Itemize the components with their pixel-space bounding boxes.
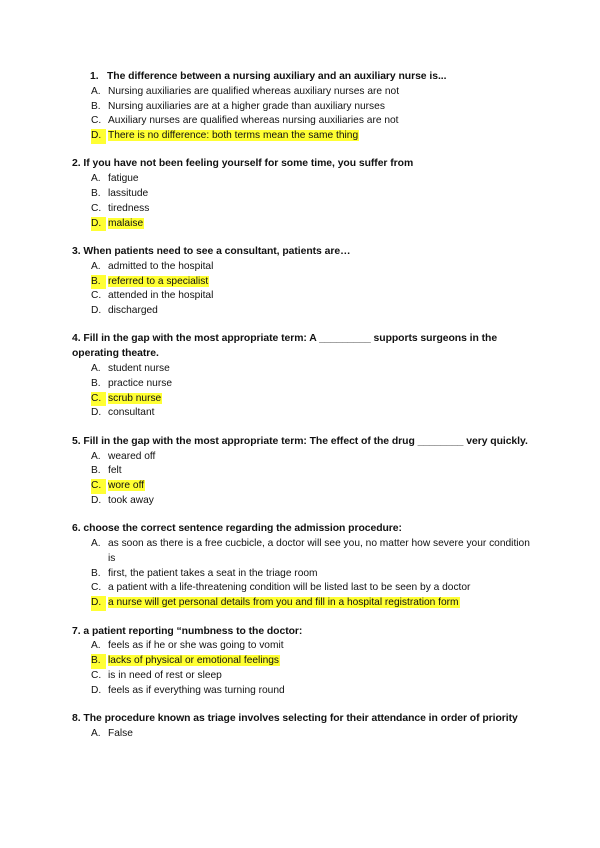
option-text: discharged [108, 305, 158, 317]
option-letter: D. [91, 305, 102, 317]
question-prompt: Fill in the gap with the most appropriate term: A _________ supports surgeons in the operating theatre. [72, 333, 498, 360]
answer-option-b-highlighted [72, 654, 532, 669]
question-5 [72, 435, 532, 509]
option-letter: A. [91, 260, 101, 272]
question-4 [72, 332, 532, 421]
option-letter: B. [91, 100, 101, 112]
option-letter: D. [91, 407, 102, 419]
option-letter: A. [91, 450, 101, 462]
option-letter: C. [91, 115, 102, 127]
option-text: lassitude [108, 188, 149, 200]
option-letter: B. [91, 654, 106, 669]
answer-option-a [72, 85, 532, 100]
question-4-text [72, 332, 532, 362]
option-letter: A. [91, 640, 101, 652]
option-text: fatigue [108, 173, 139, 185]
option-text: lacks of physical or emotional feelings [108, 655, 280, 667]
option-text: weared off [108, 450, 156, 462]
answer-option-c-highlighted [72, 479, 532, 494]
option-letter: A. [91, 85, 101, 97]
answer-option-d [72, 684, 532, 699]
question-prompt: The difference between a nursing auxiliary and an auxiliary nurse is... [107, 71, 447, 82]
option-letter: A. [91, 363, 101, 375]
option-text: tiredness [108, 202, 150, 214]
question-7 [72, 625, 532, 699]
question-3 [72, 245, 532, 319]
answer-option-d-highlighted [72, 596, 532, 611]
option-text: first, the patient takes a seat in the triage room [108, 567, 318, 579]
option-letter: C. [91, 669, 102, 681]
option-text: wore off [108, 480, 145, 492]
option-letter: D. [91, 494, 102, 506]
question-number: 8. [72, 712, 81, 724]
answer-options [72, 450, 532, 509]
answer-options [72, 639, 532, 698]
option-text: feels as if he or she was going to vomit [108, 640, 284, 652]
option-text: practice nurse [108, 377, 172, 389]
option-text: is in need of rest or sleep [108, 669, 222, 681]
answer-option-a [72, 172, 532, 187]
option-letter: A. [91, 173, 101, 185]
answer-options [72, 362, 532, 421]
option-text: admitted to the hospital [108, 260, 214, 272]
answer-option-a [72, 260, 532, 275]
answer-option-d [72, 406, 532, 421]
option-letter: B. [91, 188, 101, 200]
question-number: 3. [72, 245, 81, 257]
option-letter: B. [91, 275, 106, 290]
option-letter: D. [91, 596, 106, 611]
answer-option-d-highlighted [72, 129, 532, 144]
question-prompt: If you have not been feeling yourself for some time, you suffer from [83, 158, 414, 170]
question-2-text [72, 157, 532, 172]
answer-option-c-highlighted [72, 392, 532, 407]
answer-options [72, 727, 532, 742]
option-letter: C. [91, 202, 102, 214]
option-letter: D. [91, 217, 106, 232]
answer-option-c [72, 114, 532, 129]
question-8-text [72, 712, 532, 727]
option-text: felt [108, 465, 122, 477]
option-text: Auxiliary nurses are qualified whereas nursing auxiliaries are not [108, 115, 399, 127]
option-text: Nursing auxiliaries are qualified whereas auxiliary nurses are not [108, 85, 400, 97]
question-prompt: choose the correct sentence regarding the admission procedure: [83, 523, 402, 535]
option-text: a patient with a life-threatening condition will be listed last to be seen by a doctor [108, 582, 471, 594]
option-letter: C. [91, 290, 102, 302]
answer-option-c [72, 581, 532, 596]
question-number: 6. [72, 523, 81, 535]
option-text: consultant [108, 407, 155, 419]
option-text: feels as if everything was turning round [108, 684, 285, 696]
question-number: 7. [72, 625, 81, 637]
answer-options [72, 260, 532, 319]
answer-option-a [72, 727, 532, 742]
answer-option-b [72, 464, 532, 479]
option-text: Nursing auxiliaries are at a higher grade than auxiliary nurses [108, 100, 385, 112]
option-text: student nurse [108, 363, 170, 375]
option-text: took away [108, 494, 154, 506]
option-text: scrub nurse [108, 392, 162, 404]
answer-options [72, 537, 532, 611]
option-letter: D. [91, 684, 102, 696]
question-5-text [72, 435, 532, 450]
question-2 [72, 157, 532, 231]
answer-option-d [72, 494, 532, 509]
quiz-page [72, 70, 532, 755]
option-letter: B. [91, 465, 101, 477]
answer-options [72, 172, 532, 231]
answer-option-c [72, 289, 532, 304]
question-number: 1. [90, 71, 99, 82]
option-text: malaise [108, 217, 144, 229]
option-letter: A. [91, 538, 101, 550]
option-text: as soon as there is a free cucbicle, a doctor will see you, no matter how severe your condition is [108, 538, 530, 564]
option-text: a nurse will get personal details from you and fill in a hospital registration form [108, 597, 459, 609]
question-6 [72, 522, 532, 611]
question-1 [72, 70, 532, 144]
question-1-text [72, 70, 532, 85]
answer-option-b [72, 567, 532, 582]
question-7-text [72, 625, 532, 640]
answer-option-b [72, 100, 532, 115]
answer-option-b [72, 377, 532, 392]
question-prompt: Fill in the gap with the most appropriate term: The effect of the drug ________ very quickly. [83, 435, 528, 447]
answer-option-b [72, 187, 532, 202]
answer-option-a [72, 639, 532, 654]
option-text: attended in the hospital [108, 290, 214, 302]
answer-option-a [72, 537, 532, 567]
option-text: There is no difference: both terms mean the same thing [108, 130, 359, 142]
answer-option-d-highlighted [72, 217, 532, 232]
option-letter: D. [91, 129, 106, 144]
question-8 [72, 712, 532, 742]
answer-option-a [72, 362, 532, 377]
question-number: 2. [72, 158, 81, 170]
question-number: 4. [72, 333, 81, 345]
option-letter: B. [91, 567, 101, 579]
option-letter: C. [91, 582, 102, 594]
option-letter: B. [91, 377, 101, 389]
option-letter: C. [91, 392, 106, 407]
option-letter: A. [91, 727, 101, 739]
option-text: False [108, 727, 133, 739]
question-prompt: The procedure known as triage involves selecting for their attendance in order of priority [83, 712, 518, 724]
answer-option-d [72, 304, 532, 319]
question-prompt: When patients need to see a consultant, patients are… [83, 245, 351, 257]
option-letter: C. [91, 479, 106, 494]
question-6-text [72, 522, 532, 537]
question-number: 5. [72, 435, 81, 447]
answer-option-b-highlighted [72, 275, 532, 290]
answer-option-c [72, 202, 532, 217]
answer-option-a [72, 450, 532, 465]
answer-options [72, 85, 532, 144]
question-3-text [72, 245, 532, 260]
answer-option-c [72, 669, 532, 684]
question-prompt: a patient reporting “numbness to the doctor: [83, 625, 303, 637]
option-text: referred to a specialist [108, 275, 209, 287]
